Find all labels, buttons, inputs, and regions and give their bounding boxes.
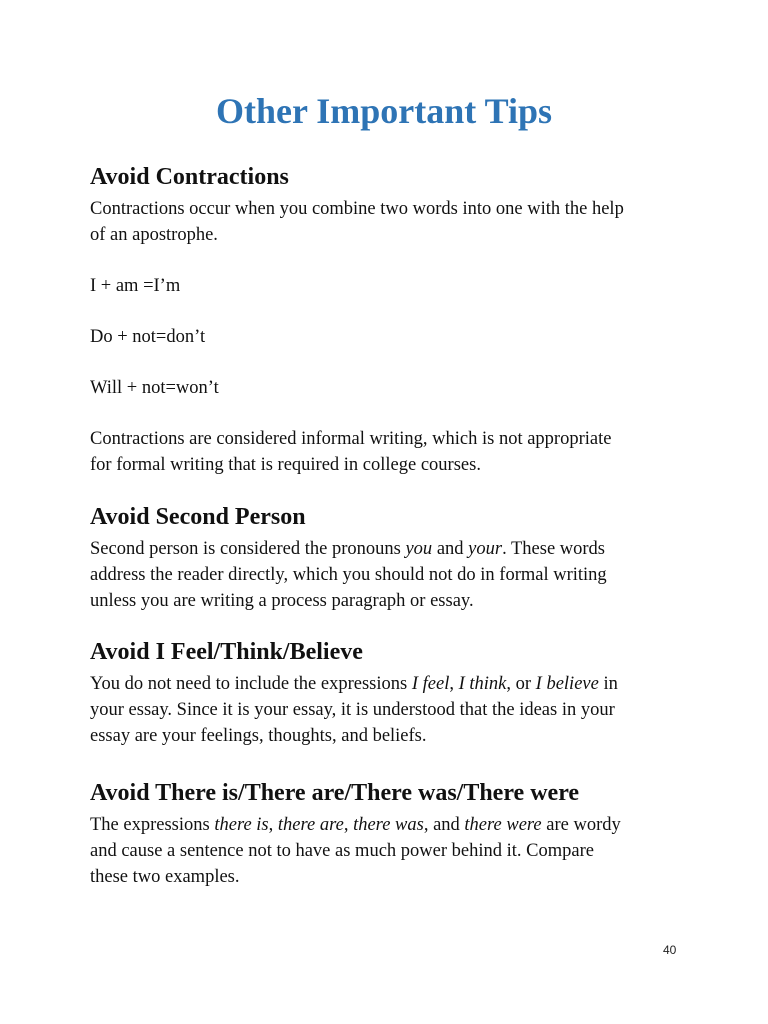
text-run: are wordy bbox=[541, 815, 621, 835]
text-line: address the reader directly, which you should not do in formal writing bbox=[90, 565, 607, 585]
italic-term: there were bbox=[464, 815, 542, 835]
example-text: I + am =I’m bbox=[90, 276, 181, 296]
section-heading-there-is: Avoid There is/There are/There was/There were bbox=[90, 780, 580, 806]
second-person-paragraph bbox=[90, 536, 690, 614]
italic-term: there is bbox=[214, 815, 269, 835]
text-line bbox=[90, 812, 690, 838]
example-text: Do + not=don’t bbox=[90, 327, 206, 347]
section-heading-contractions: Avoid Contractions bbox=[90, 164, 289, 190]
there-is-paragraph bbox=[90, 812, 690, 890]
text-run: and bbox=[432, 539, 469, 559]
text-run: , or bbox=[506, 674, 536, 694]
text-line: Contractions are considered informal writing, which is not appropriate bbox=[90, 429, 612, 449]
text-run: , bbox=[268, 815, 278, 835]
text-run: . These words bbox=[502, 539, 606, 559]
contraction-example-dont bbox=[90, 324, 690, 350]
italic-term: there was bbox=[353, 815, 424, 835]
text-run: , bbox=[343, 815, 354, 835]
text-line: your essay. Since it is your essay, it is understood that the ideas in your bbox=[90, 700, 615, 720]
page-title: Other Important Tips bbox=[215, 91, 553, 131]
text-line: Contractions occur when you combine two words into one with the help bbox=[90, 199, 624, 219]
contraction-example-wont bbox=[90, 375, 690, 401]
text-line bbox=[90, 671, 690, 697]
contractions-closing bbox=[90, 426, 690, 478]
contractions-intro bbox=[90, 196, 690, 248]
text-run: Second person is considered the pronouns bbox=[90, 539, 406, 559]
page-number: 40 bbox=[663, 943, 677, 957]
example-text: Will + not=won’t bbox=[90, 378, 219, 398]
text-run: , and bbox=[423, 815, 465, 835]
feel-think-believe-paragraph bbox=[90, 671, 690, 749]
text-line: for formal writing that is required in college courses. bbox=[90, 455, 481, 475]
text-line: and cause a sentence not to have as much power behind it. Compare bbox=[90, 841, 594, 861]
text-run: You do not need to include the expressions bbox=[90, 674, 412, 694]
italic-term: you bbox=[405, 539, 433, 559]
italic-term: I think bbox=[458, 674, 507, 694]
text-run: The expressions bbox=[90, 815, 215, 835]
text-run: in bbox=[598, 674, 618, 694]
text-line: essay are your feelings, thoughts, and beliefs. bbox=[90, 726, 427, 746]
italic-term: your bbox=[468, 539, 503, 559]
italic-term: there are bbox=[277, 815, 344, 835]
text-line: of an apostrophe. bbox=[90, 225, 218, 245]
text-line: unless you are writing a process paragraph or essay. bbox=[90, 591, 474, 611]
contraction-example-im bbox=[90, 273, 690, 299]
text-line bbox=[90, 536, 690, 562]
italic-term: I believe bbox=[535, 674, 599, 694]
section-heading-feel-think-believe: Avoid I Feel/Think/Believe bbox=[90, 639, 363, 665]
text-line: these two examples. bbox=[90, 867, 240, 887]
italic-term: I feel bbox=[411, 674, 450, 694]
text-run: , bbox=[449, 674, 459, 694]
section-heading-second-person: Avoid Second Person bbox=[90, 504, 306, 530]
